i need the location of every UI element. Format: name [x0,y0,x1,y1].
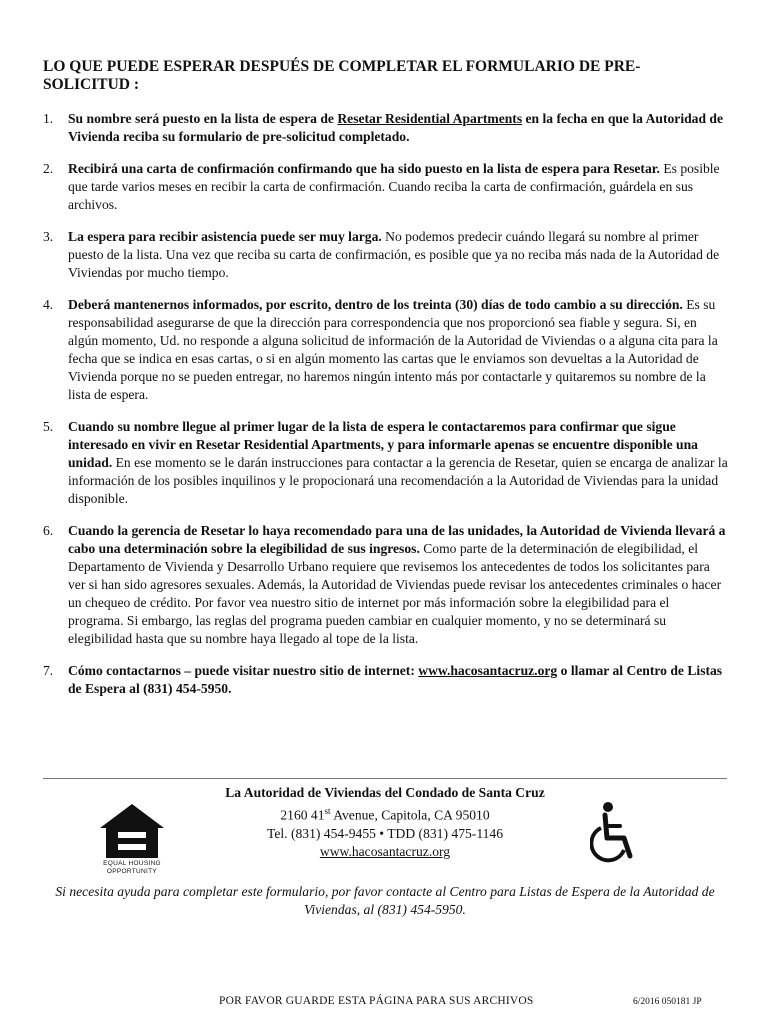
list-item-1 [43,110,728,146]
item-text: En ese momento se le darán instrucciones para contactar a la gerencia de Resetar, quien se encarga de analizar la información de los posibles inquilinos y le propocionará una recomendación a la Autoridad de Viviendas para la unidad disponible. [68,455,728,506]
item-text: Es su responsabilidad asegurarse de que la dirección para correspondencia que nos proporcionó sea fiable y segura. Si, en algún momento, Ud. no responde a alguna solicitud de información de la Autoridad de Viviendas o a alguna cita para la fecha que se indica en esas cartas, o si en algún momento las cartas que le enviamos son devueltas a la Autoridad de Vivienda porque no se pueden entregar, no haremos ningún intento más por contactarle y quitaremos su nombre de la lista de espera. [68,297,718,402]
item-bold-text: Cuando su nombre llegue al primer lugar de la lista de espera le contactaremos para confirmar que sigue interesado en vivir en Resetar Residential Apartments, y para informarle apenas se encuentre disponible una unidad. [68,419,698,470]
item-bold-text: o llamar al Centro de Listas de Espera al (831) 454-5950. [68,663,723,696]
item-number: 3. [43,229,54,244]
footer-website-link[interactable]: www.hacosantacruz.org [319,843,451,859]
item-number: 1. [43,111,54,126]
item-bold-text: Cuando la gerencia de Resetar lo haya recomendado para una de las unidades, la Autoridad de Vivienda llevará a cabo una determinación sobre la elegibilidad de sus ingresos. [68,523,726,556]
item-bold-text: La espera para recibir asistencia puede ser muy larga. [68,229,382,244]
item-number: 4. [43,297,54,312]
item-number: 2. [43,161,54,176]
item-bold-text: en la fecha en que la Autoridad de Vivienda reciba su formulario de pre-solicitud completado. [68,111,724,144]
list-item-3 [43,228,728,282]
item-bold-text: Recibirá una carta de confirmación confirmando que ha sido puesto en la lista de espera para Resetar. [68,161,660,176]
address-part: 2160 41 [280,807,325,823]
item-number: 7. [43,663,54,678]
eho-line-1: EQUAL HOUSING [103,860,161,867]
item-number: 5. [43,419,54,434]
keep-page-notice: POR FAVOR GUARDE ESTA PÁGINA PARA SUS ARCHIVOS [219,995,534,1007]
item-bold-text: Su nombre será puesto en la lista de espera de [68,111,338,126]
eho-line-2: OPPORTUNITY [106,867,158,875]
expectations-list [43,110,728,698]
item-text: Es posible que tarde varios meses en recibir la carta de confirmación. Cuando reciba la carta de confirmación, guárdela en sus archivos. [68,161,720,212]
footer-phone: Tel. (831) 454-9455 • TDD (831) 475-1146 [267,825,503,841]
address-suffix: st [324,806,331,816]
footer-contact-block [150,784,620,861]
item-bold-text: Deberá mantenernos informados, por escrito, dentro de los treinta (30) días de todo cambio a su dirección. [68,297,683,312]
list-item-2 [43,160,728,214]
list-item-4 [43,296,728,404]
item-number: 6. [43,523,54,538]
page-title: LO QUE PUEDE ESPERAR DESPUÉS DE COMPLETAR EL FORMULARIO DE PRE-SOLICITUD : [43,58,641,93]
footer-org-name: La Autoridad de Viviendas del Condado de Santa Cruz [225,785,545,800]
item-text: No podemos predecir cuándo llegará su nombre al primer puesto de la lista. Una vez que reciba su carta de confirmación, es posible que ya no reciba más nada de la Autoridad de Viviendas por mucho tiempo. [68,229,720,280]
wheelchair-icon [590,800,636,866]
address-part: Avenue, Capitola, CA 95010 [330,807,490,823]
list-item-6 [43,522,728,648]
resetar-link-text: Resetar Residential Apartments [337,111,523,126]
footer-address [150,802,620,825]
footer-divider [43,778,727,779]
form-code: 6/2016 050181 JP [633,997,702,1007]
item-text: Como parte de la determinación de elegibilidad, el Departamento de Vivienda y Desarrollo Urbano requiere que revisemos los antecedentes de todos los solicitantes para ver si han sido agresores sexuales. Además, la Autoridad de Viviendas puede revisar los antecedentes criminales o hacer un chequeo de crédito. Por favor vea nuestro sitio de internet por más información sobre la elegibilidad para el programa. Si embargo, las reglas del programa pueden cambiar en cualquier momento, y no se determinará su elegibilidad hasta que su nombre haya llegado al tope de la lista. [68,541,722,646]
help-note: Si necesita ayuda para completar este formulario, por favor contacte al Centro para Listas de Espera de la Autoridad de Viviendas, al (831) 454-5950. [55,884,715,917]
website-link[interactable]: www.hacosantacruz.org [418,663,558,678]
list-item-7 [43,662,728,698]
list-item-5 [43,418,728,508]
equal-housing-caption [96,860,168,875]
item-bold-text: Cómo contactarnos – puede visitar nuestro sitio de internet: [68,663,419,678]
